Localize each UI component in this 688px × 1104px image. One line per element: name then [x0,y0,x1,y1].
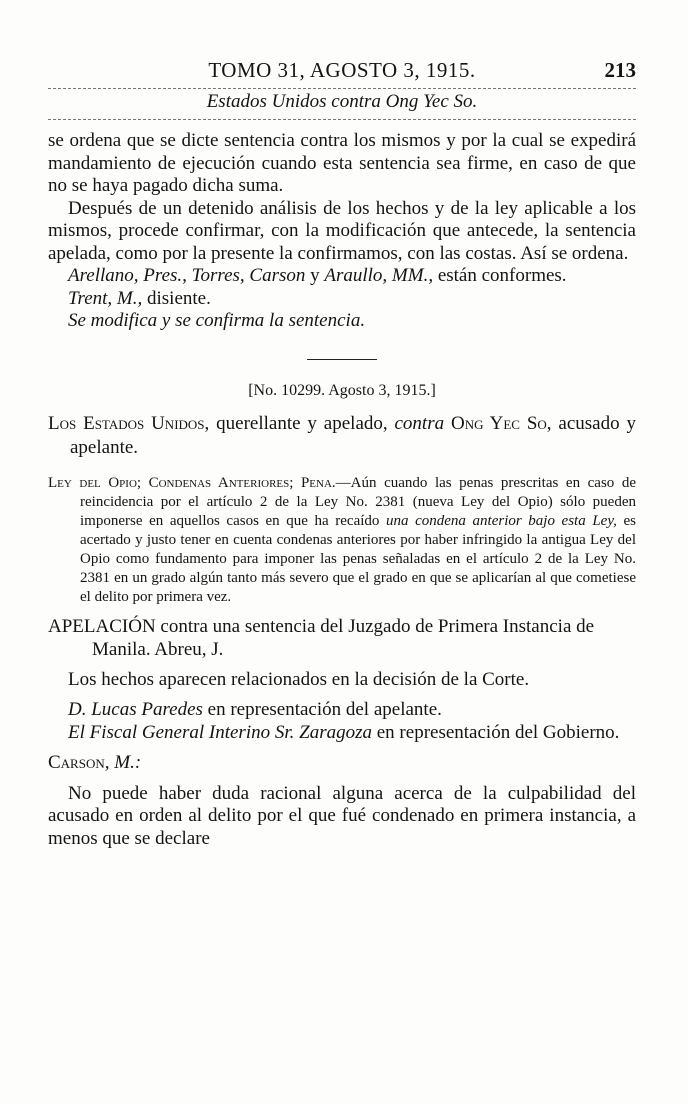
judge-title: , M.: [104,752,142,773]
paragraph-disposition: Se modifica y se confirma la sentencia. [68,310,366,331]
running-head-rule [48,119,636,120]
paragraph-dissent [48,288,636,311]
paragraph-concurrence [48,265,636,288]
document-page [48,52,636,850]
running-head: Estados Unidos contra Ong Yec So. [206,91,478,112]
judge-name: Carson [48,752,105,773]
case-body [48,669,636,851]
syllabus-italic: una condena anterior bajo esta Ley, [386,512,617,529]
facts-statement: Los hechos aparecen relacionados en la decisión de la Corte. [68,668,530,690]
syllabus-text-b: es acertado y justo tener en cuenta condenas anteriores por haber infringido la antigua Ley del Opio como fundamento para imponer las penas señaladas en el artículo 2 de la Ley No. 2381 en un grado algún tanto más severo que el grado en que se aplicarían al que cometiese el delito por primera vez. [80,512,636,605]
plaintiff-name: Los Estados Unidos [48,412,205,434]
appellant-attorney: D. Lucas Paredes [68,699,203,720]
case-number: [No. 10299. Agosto 3, 1915.] [248,381,436,399]
counsel-government [48,722,636,745]
paragraph-ruling: Después de un detenido análisis de los hechos y de la ley aplicable a los mismos, procede confirmar, con la modificación que antecede, la sentencia apelada, como por la presente la confirmamos, con las costas. Así se ordena. [48,197,636,264]
government-attorney-role: en representación del Gobierno. [372,721,620,743]
syllabus-text-a: —Aún cuando las penas prescritas en caso de reincidencia por el artículo 2 de la Ley No. 2381 (nueva Ley del Opio) sólo pueden imponerse en aquellos casos en que ha recaído [80,474,636,529]
dissenting-justice: Trent, M., [68,287,143,309]
defendant-name: Ong Yec So [444,412,547,434]
case-caption [48,412,636,460]
concurrence-text: están conformes. [433,265,567,286]
syllabus-heading: Ley del Opio; Condenas Anteriores; Pena. [48,474,336,491]
page-header [48,52,636,88]
case-divider [307,359,377,360]
dissent-text: disiente. [142,287,211,309]
justices-names-2: Araullo, MM., [324,265,434,286]
opinion-text: No puede haber duda racional alguna acerca de la culpabilidad del acusado en orden al delito por el que fué condenado en primera instancia, a menos que se declare [48,782,636,849]
previous-case-ending [48,130,636,333]
page-number: 213 [604,58,636,82]
paragraph-continuation: se ordena que se dicte sentencia contra los mismos y por la cual se expedirá mandamiento de ejecución cuando esta sentencia sea firme, en caso de que no se haya pagado dicha suma. [48,130,636,196]
government-attorney: El Fiscal General Interino Sr. Zaragoza [68,721,372,743]
counsel-appellant [48,699,636,722]
conjunction: y [305,265,325,286]
justices-names: Arellano, Pres., Torres, Carson [68,265,306,286]
appellant-attorney-role: en representación del apelante. [202,699,442,720]
opinion-author [48,752,636,775]
contra-word: contra [394,412,445,434]
plaintiff-role: , querellante y apelado, [204,412,395,434]
syllabus [48,474,636,607]
defendant-role: , acusado y apelante. [70,412,636,458]
appeal-statement: APELACIÓN contra una sentencia del Juzgado de Primera Instancia de Manila. Abreu, J. [48,615,595,660]
volume-title: TOMO 31, AGOSTO 3, 1915. [208,58,476,82]
